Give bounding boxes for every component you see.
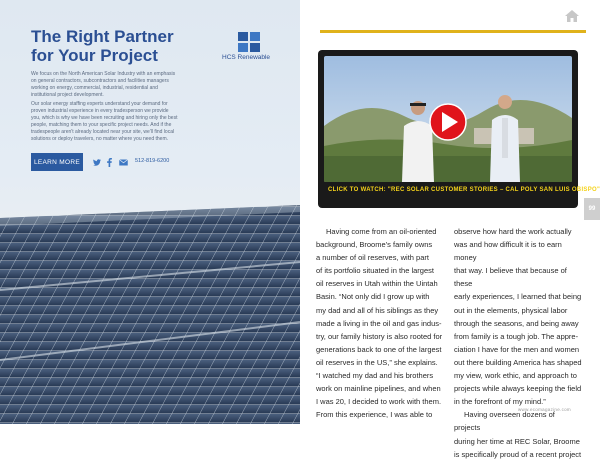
ad-title-line-1: The Right Partner [31, 27, 174, 46]
article-line: through the seasons, and being away [454, 318, 579, 328]
email-icon[interactable] [118, 157, 128, 167]
article-line: during her time at REC Solar, Broome [454, 436, 580, 446]
ad-paragraph-1: We focus on the North American Solar Industry with an emphasis on general contractors, subcontractors and facilities managers working on energy, commercial, industrial, residential and institutional project development. [31, 71, 176, 98]
article-line: made a living in the oil and gas indus- [316, 318, 442, 328]
article-line: projects while always keeping the field [454, 384, 582, 394]
facebook-icon[interactable] [105, 157, 113, 167]
video-scene-image [324, 56, 572, 182]
learn-more-button[interactable]: LEARN MORE [31, 153, 83, 171]
video-thumbnail [324, 56, 572, 182]
logo-text: HCS Renewable [222, 54, 271, 61]
article-line: Basin. “Not only did I grow up with [316, 292, 430, 302]
video-player[interactable] [318, 50, 600, 208]
home-icon[interactable] [565, 10, 579, 22]
article-line: is specifically proud of a recent project [454, 449, 582, 459]
logo-mark-icon [238, 32, 260, 52]
video-caption[interactable]: CLICK TO WATCH: "REC SOLAR CUSTOMER STORIES – CAL POLY SAN LUIS OBISPO" [328, 187, 600, 193]
article-line: oil reserves in Utah within the Uintah [316, 279, 438, 289]
article-line: of its portfolio situated in the largest [316, 266, 434, 276]
article-line: I was 20, I decided to work with them. [316, 397, 442, 407]
article-line: Having come from an oil-oriented [326, 227, 437, 236]
article-line: work on mainline pipelines, and when [316, 384, 441, 394]
article-line: out in the elements, physical labor [454, 305, 568, 315]
article-line: that way. I believe that because of these [454, 266, 567, 289]
article-line: “I watched my dad and his brothers [316, 371, 434, 381]
article-line: from family is a tough job. The appre- [454, 331, 579, 341]
article-line: out there building America has shaped [454, 357, 582, 367]
article-line: observe how hard the work actually [454, 227, 572, 236]
article-line: early experiences, I learned that being [454, 292, 582, 302]
article-column-left [316, 225, 444, 421]
header-rule [320, 30, 586, 33]
article-line: was and how difficult it is to earn money [454, 240, 562, 263]
article-line: Having overseen dozens of projects [454, 410, 555, 433]
article-line: in the forefront of my mind.” [454, 397, 546, 407]
twitter-icon[interactable] [92, 157, 101, 167]
article-line: a number of oil reserves, with part [316, 253, 429, 263]
ad-title [31, 27, 221, 65]
article-line: my view, work ethic, and approach to [454, 371, 577, 381]
page-number-tab: 99 [584, 198, 600, 220]
ad-paragraph-2: Our solar energy staffing experts understand your demand for proven industrial experience in every tradesperson we provide you, which is why we have been recruiting and hiring only the best people, matching them to your specific project needs. And if the tradespeople aren't already located near your site, we'll find local solutions or deploy travelers, no matter where you need them. [31, 101, 178, 142]
phone-number: 512-819-6200 [135, 158, 170, 164]
article-line: ciation I have for the men and women [454, 344, 580, 354]
article-line: From this experience, I was able to [316, 410, 433, 420]
article-line: generations back to one of the largest [316, 344, 442, 354]
article-line: oil reserves in the US,” she explains. [316, 357, 438, 367]
footer-url[interactable]: www.ecomagazine.com [518, 407, 571, 412]
advertisement [0, 0, 300, 424]
article-line: my dad and all of his siblings as they [316, 305, 439, 315]
ad-title-line-2: for Your Project [31, 46, 158, 65]
article-line: background, Broome’s family owns [316, 240, 433, 250]
article-line: try, our family history is also rooted for [316, 331, 443, 341]
article-column-right [454, 225, 582, 461]
